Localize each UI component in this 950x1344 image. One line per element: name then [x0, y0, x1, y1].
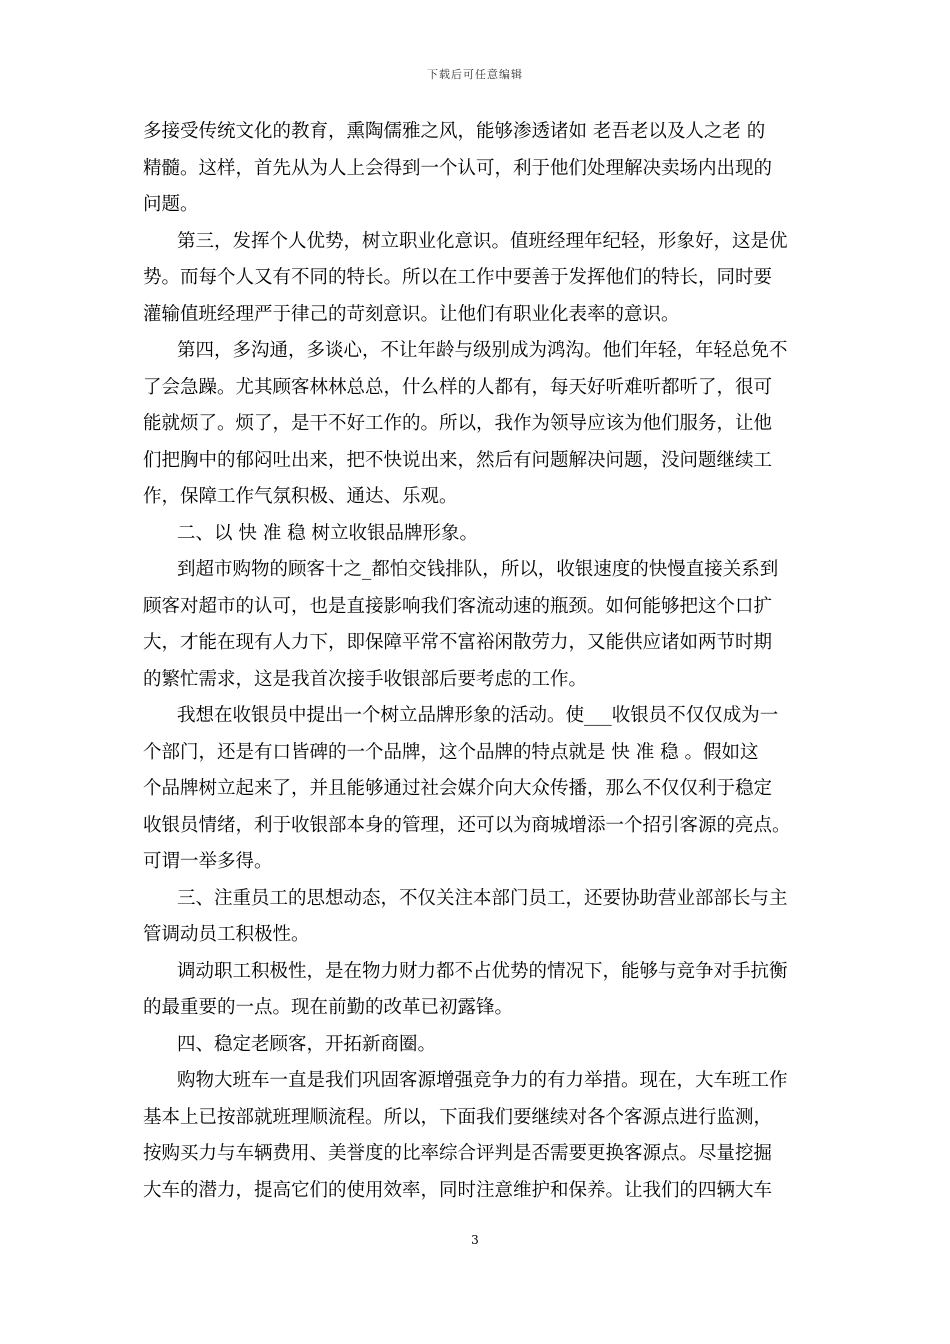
- text-line: 购物大班车一直是我们巩固客源增强竞争力的有力举措。现在，大车班工作: [177, 1070, 788, 1091]
- text-line: 灌输值班经理严于律己的苛刻意识。让他们有职业化表率的意识。: [143, 303, 680, 325]
- text-line: 调动职工积极性，是在物力财力都不占优势的情况下，能够与竞争对手抗衡: [177, 960, 788, 982]
- text-line: 精髓。这样，首先从为人上会得到一个认可，利于他们处理解决卖场内出现的: [143, 157, 773, 179]
- text-line: 可谓一举多得。: [143, 851, 273, 872]
- page-header: 下载后可任意编辑: [427, 68, 523, 81]
- text-line: 第三，发挥个人优势，树立职业化意识。值班经理年纪轻，形象好，这是优: [177, 230, 788, 252]
- text-line: 顾客对超市的认可，也是直接影响我们客流动速的瓶颈。如何能够把这个口扩: [143, 595, 773, 617]
- text-line: 四、稳定老顾客，开拓新商圈。: [177, 1033, 437, 1055]
- text-line: 大车的潜力，提高它们的使用效率，同时注意维护和保养。让我们的四辆大车: [143, 1179, 773, 1201]
- text-line: 三、注重员工的思想动态，不仅关注本部门员工，还要协助营业部部长与主: [177, 887, 788, 909]
- text-line: 第四，多沟通，多谈心，不让年龄与级别成为鸿沟。他们年轻，年轻总免不: [177, 340, 788, 361]
- text-line: 的最重要的一点。现在前勤的改革已初露锋。: [143, 997, 514, 1018]
- text-line: 收银员情绪，利于收银部本身的管理，还可以为商城增添一个招引客源的亮点。: [143, 814, 791, 836]
- text-line: 的繁忙需求，这是我首次接手收银部后要考虑的工作。: [143, 668, 588, 690]
- text-line: 按购买力与车辆费用、美誉度的比率综合评判是否需要更换客源点。尽量挖掘: [143, 1143, 773, 1164]
- text-line: 个品牌树立起来了，并且能够通过社会媒介向大众传播，那么不仅仅利于稳定: [143, 778, 773, 799]
- page-number: 3: [471, 1233, 479, 1247]
- text-line: 基本上已按部就班理顺流程。所以，下面我们要继续对各个客源点进行监测，: [143, 1106, 773, 1128]
- text-line: 管调动员工积极性。: [143, 924, 310, 945]
- text-line: 大，才能在现有人力下，即保障平常不富裕闲散劳力，又能供应诸如两节时期: [143, 632, 773, 653]
- text-line: 了会急躁。尤其顾客林林总总，什么样的人都有，每天好听难听都听了，很可: [143, 376, 773, 398]
- text-line: 势。而每个人又有不同的特长。所以在工作中要善于发挥他们的特长，同时要: [143, 267, 773, 288]
- document-body: [143, 114, 811, 1209]
- text-line: 个部门，还是有口皆碑的一个品牌，这个品牌的特点就是 快 准 稳 。假如这: [143, 741, 759, 763]
- text-line: 们把胸中的郁闷吐出来，把不快说出来，然后有问题解决问题，没问题继续工: [143, 449, 773, 471]
- text-line: 到超市购物的顾客十之_都怕交钱排队，所以，收银速度的快慢直接关系到: [177, 559, 779, 580]
- text-line: 作，保障工作气氛积极、通达、乐观。: [143, 486, 458, 507]
- text-line: 我想在收银员中提出一个树立品牌形象的活动。使___收银员不仅仅成为一: [177, 705, 779, 726]
- text-line: 二、以 快 准 稳 树立收银品牌形象。: [177, 522, 479, 544]
- text-line: 多接受传统文化的教育，熏陶儒雅之风，能够渗透诸如 老吾老以及人之老 的: [143, 121, 766, 142]
- text-line: 能就烦了。烦了，是干不好工作的。所以，我作为领导应该为他们服务，让他: [143, 413, 773, 434]
- text-line: 问题。: [143, 194, 199, 215]
